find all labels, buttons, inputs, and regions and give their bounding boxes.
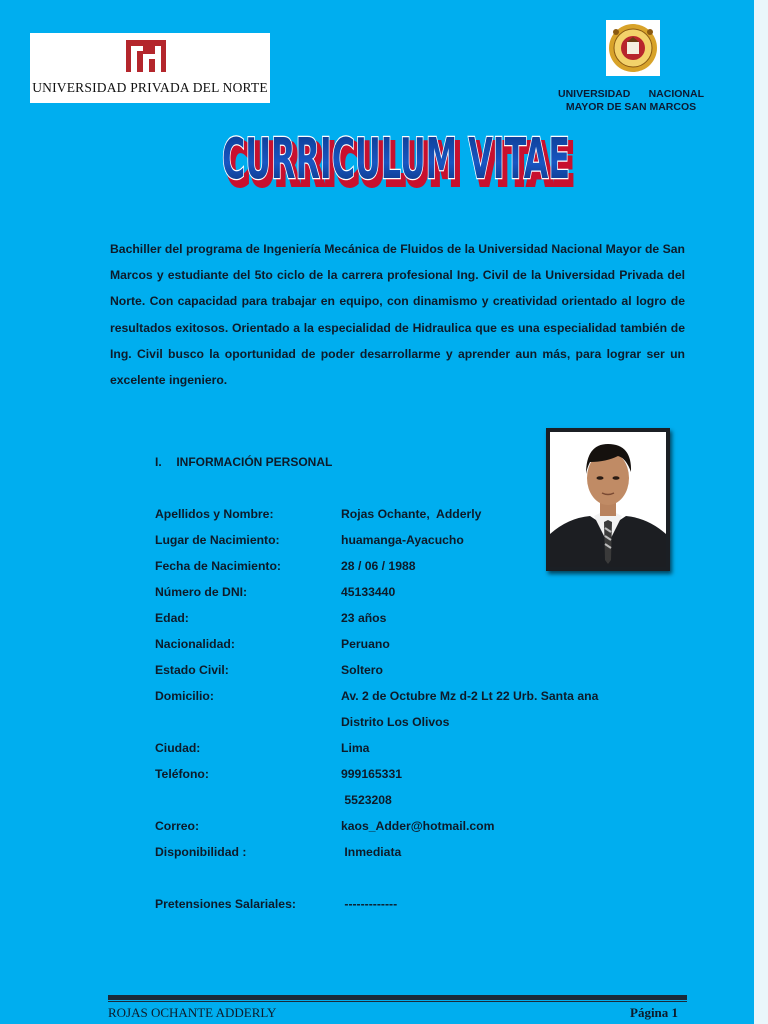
info-value: 23 años	[341, 611, 387, 625]
profile-summary: Bachiller del programa de Ingeniería Mecánica de Fluidos de la Universidad Nacional Mayor de San Marcos y estudiante del 5to ciclo de la carrera profesional Ing. Civil de la Universidad Privada del Norte. Con capacidad para trabajar en equipo, con dinamismo y creatividad orientado al logro de resultados exitosos. Orientado a la especialidad de Hidraulica que es una especialidad también de Ing. Civil busco la oportunidad de poder desarrollarme y aprender aun más, para lograr ser un excelente ingeniero.	[110, 242, 685, 388]
info-value: kaos_Adder@hotmail.com	[341, 819, 495, 833]
info-label: Número de DNI:	[155, 585, 248, 599]
unmsm-name-part3: MAYOR DE SAN MARCOS	[565, 100, 697, 113]
info-value: 5523208	[341, 793, 392, 807]
info-label: Apellidos y Nombre:	[155, 507, 274, 521]
info-label: Teléfono:	[155, 767, 209, 781]
info-label: Estado Civil:	[155, 663, 229, 677]
info-value: huamanga-Ayacucho	[341, 533, 464, 547]
document-title	[212, 118, 582, 194]
document-title-text: CURRICULUM VITAE	[222, 127, 570, 192]
info-value: Soltero	[341, 663, 383, 677]
info-value: Lima	[341, 741, 370, 755]
info-label: Nacionalidad:	[155, 637, 235, 651]
info-value: Rojas Ochante, Adderly	[341, 507, 482, 521]
info-label: Fecha de Nacimiento:	[155, 559, 281, 573]
footer-rule-thin	[108, 1001, 687, 1002]
info-value: Av. 2 de Octubre Mz d-2 Lt 22 Urb. Santa ana	[341, 689, 599, 703]
info-label: Disponibilidad :	[155, 845, 247, 859]
profile-photo-image	[550, 432, 666, 567]
upn-logo	[30, 33, 270, 103]
upn-logo-icon	[126, 40, 166, 72]
info-value: Peruano	[341, 637, 390, 651]
info-label: Pretensiones Salariales:	[155, 897, 296, 911]
info-label: Domicilio:	[155, 689, 214, 703]
info-value: Inmediata	[341, 845, 402, 859]
info-label: Correo:	[155, 819, 200, 833]
info-value: -------------	[341, 897, 398, 911]
footer-author: ROJAS OCHANTE ADDERLY	[108, 1005, 277, 1020]
footer-page-number: Página 1	[630, 1005, 679, 1020]
info-value: 28 / 06 / 1988	[341, 559, 416, 573]
info-label: Lugar de Nacimiento:	[155, 533, 280, 547]
section-title: INFORMACIÓN PERSONAL	[176, 455, 333, 469]
info-label: Ciudad:	[155, 741, 201, 755]
document-title-shadow: CURRICULUM VITAE	[226, 133, 574, 194]
footer-rule	[108, 995, 687, 1000]
upn-name: UNIVERSIDAD PRIVADA DEL NORTE	[32, 80, 268, 95]
section-heading	[155, 455, 332, 469]
info-label: Edad:	[155, 611, 189, 625]
unmsm-seal-icon	[606, 20, 660, 76]
profile-photo	[546, 428, 670, 571]
unmsm-name-part2: NACIONAL	[648, 88, 704, 100]
section-number: I.	[155, 455, 162, 469]
unmsm-name	[552, 88, 710, 113]
info-value: 999165331	[341, 767, 403, 781]
info-value: Distrito Los Olivos	[341, 715, 450, 729]
page-edge	[754, 0, 768, 1024]
unmsm-name-part1: UNIVERSIDAD	[558, 88, 631, 100]
info-value: 45133440	[341, 585, 396, 599]
